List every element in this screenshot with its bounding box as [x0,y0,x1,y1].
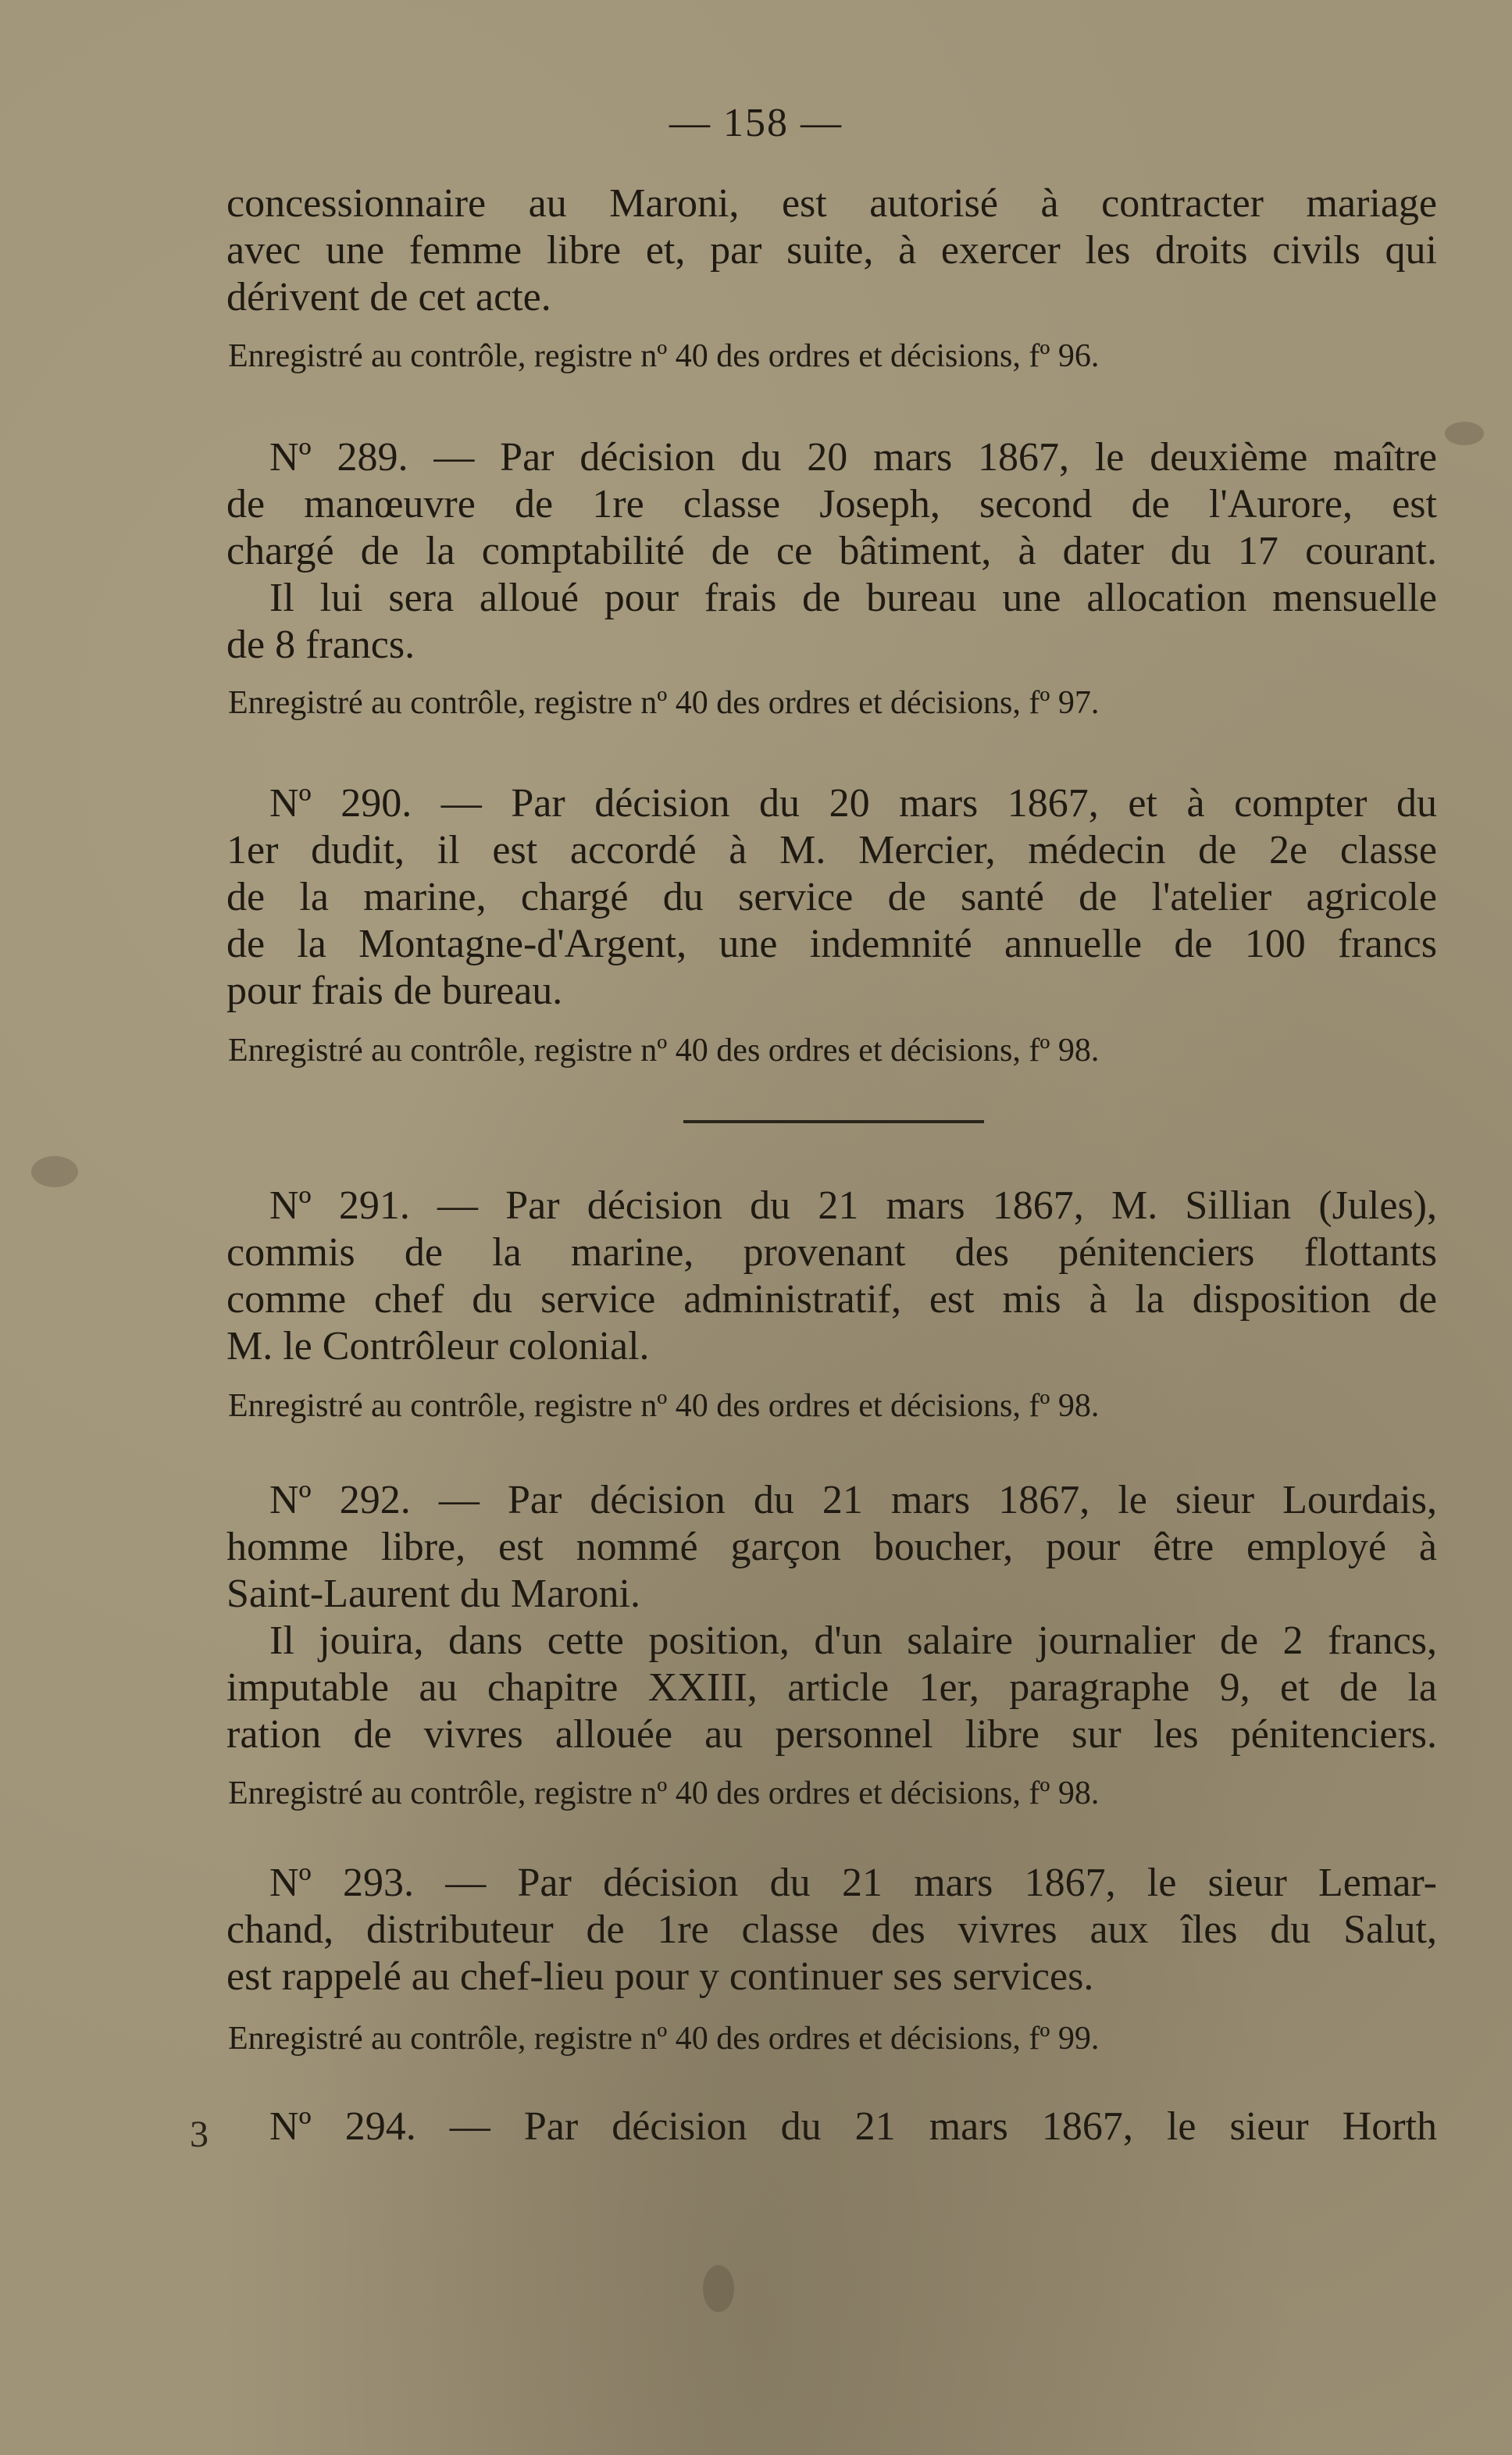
paper-stain [703,2265,734,2312]
decision-heading-line: Nº 294. — Par décision du 21 mars 1867, le sieur Horth [269,2104,1437,2149]
text-line: pour frais de bureau. [226,969,563,1013]
text-line: Il jouira, dans cette position, d'un salaire journalier de 2 francs, [269,1618,1437,1663]
decision-heading-line: Nº 291. — Par décision du 21 mars 1867, M. Sillian (Jules), [269,1183,1437,1228]
text-line: Saint-Laurent du Maroni. [226,1572,640,1616]
registration-note: Enregistré au contrôle, registre nº 40 des ordres et décisions, fº 98. [228,1775,1100,1811]
section-divider [683,1120,984,1123]
registration-note: Enregistré au contrôle, registre nº 40 des ordres et décisions, fº 99. [228,2021,1100,2057]
text-line: M. le Contrôleur colonial. [226,1324,650,1368]
decision-heading-line: Nº 293. — Par décision du 21 mars 1867, le sieur Lemar- [269,1861,1437,1905]
registration-note: Enregistré au contrôle, registre nº 40 des ordres et décisions, fº 96. [228,338,1100,374]
page-number: — 158 — [669,101,843,145]
text-line: chand, distributeur de 1re classe des vivres aux îles du Salut, [226,1907,1437,1952]
text-line: 1er dudit, il est accordé à M. Mercier, médecin de 2e classe [226,828,1437,872]
text-line: concessionnaire au Maroni, est autorisé à contracter mariage [226,181,1437,226]
registration-note: Enregistré au contrôle, registre nº 40 des ordres et décisions, fº 97. [228,685,1100,721]
margin-mark: 3 [190,2114,209,2155]
decision-heading-line: Nº 290. — Par décision du 20 mars 1867, et à compter du [269,781,1437,826]
paper-stain [1445,422,1484,445]
text-line: avec une femme libre et, par suite, à exercer les droits civils qui [226,228,1437,273]
text-line: chargé de la comptabilité de ce bâtiment, à dater du 17 courant. [226,529,1437,573]
text-line: de 8 francs. [226,623,415,667]
registration-note: Enregistré au contrôle, registre nº 40 des ordres et décisions, fº 98. [228,1033,1100,1069]
paper-stain [31,1156,78,1187]
text-line: ration de vivres allouée au personnel libre sur les pénitenciers. [226,1712,1437,1757]
text-line: commis de la marine, provenant des pénitenciers flottants [226,1230,1437,1275]
text-line: de la Montagne-d'Argent, une indemnité annuelle de 100 francs [226,922,1437,966]
text-line: dérivent de cet acte. [226,275,551,319]
text-line: Il lui sera alloué pour frais de bureau une allocation mensuelle [269,576,1437,620]
text-line: de la marine, chargé du service de santé de l'atelier agricole [226,875,1437,919]
text-line: comme chef du service administratif, est mis à la disposition de [226,1277,1437,1322]
decision-heading-line: Nº 289. — Par décision du 20 mars 1867, le deuxième maître [269,435,1437,480]
text-line: de manœuvre de 1re classe Joseph, second de l'Aurore, est [226,482,1437,526]
text-line: est rappelé au chef-lieu pour y continuer ses services. [226,1954,1094,1999]
decision-heading-line: Nº 292. — Par décision du 21 mars 1867, le sieur Lourdais, [269,1478,1437,1522]
text-line: homme libre, est nommé garçon boucher, pour être employé à [226,1525,1437,1569]
registration-note: Enregistré au contrôle, registre nº 40 des ordres et décisions, fº 98. [228,1388,1100,1424]
text-line: imputable au chapitre XXIII, article 1er, paragraphe 9, et de la [226,1665,1437,1710]
